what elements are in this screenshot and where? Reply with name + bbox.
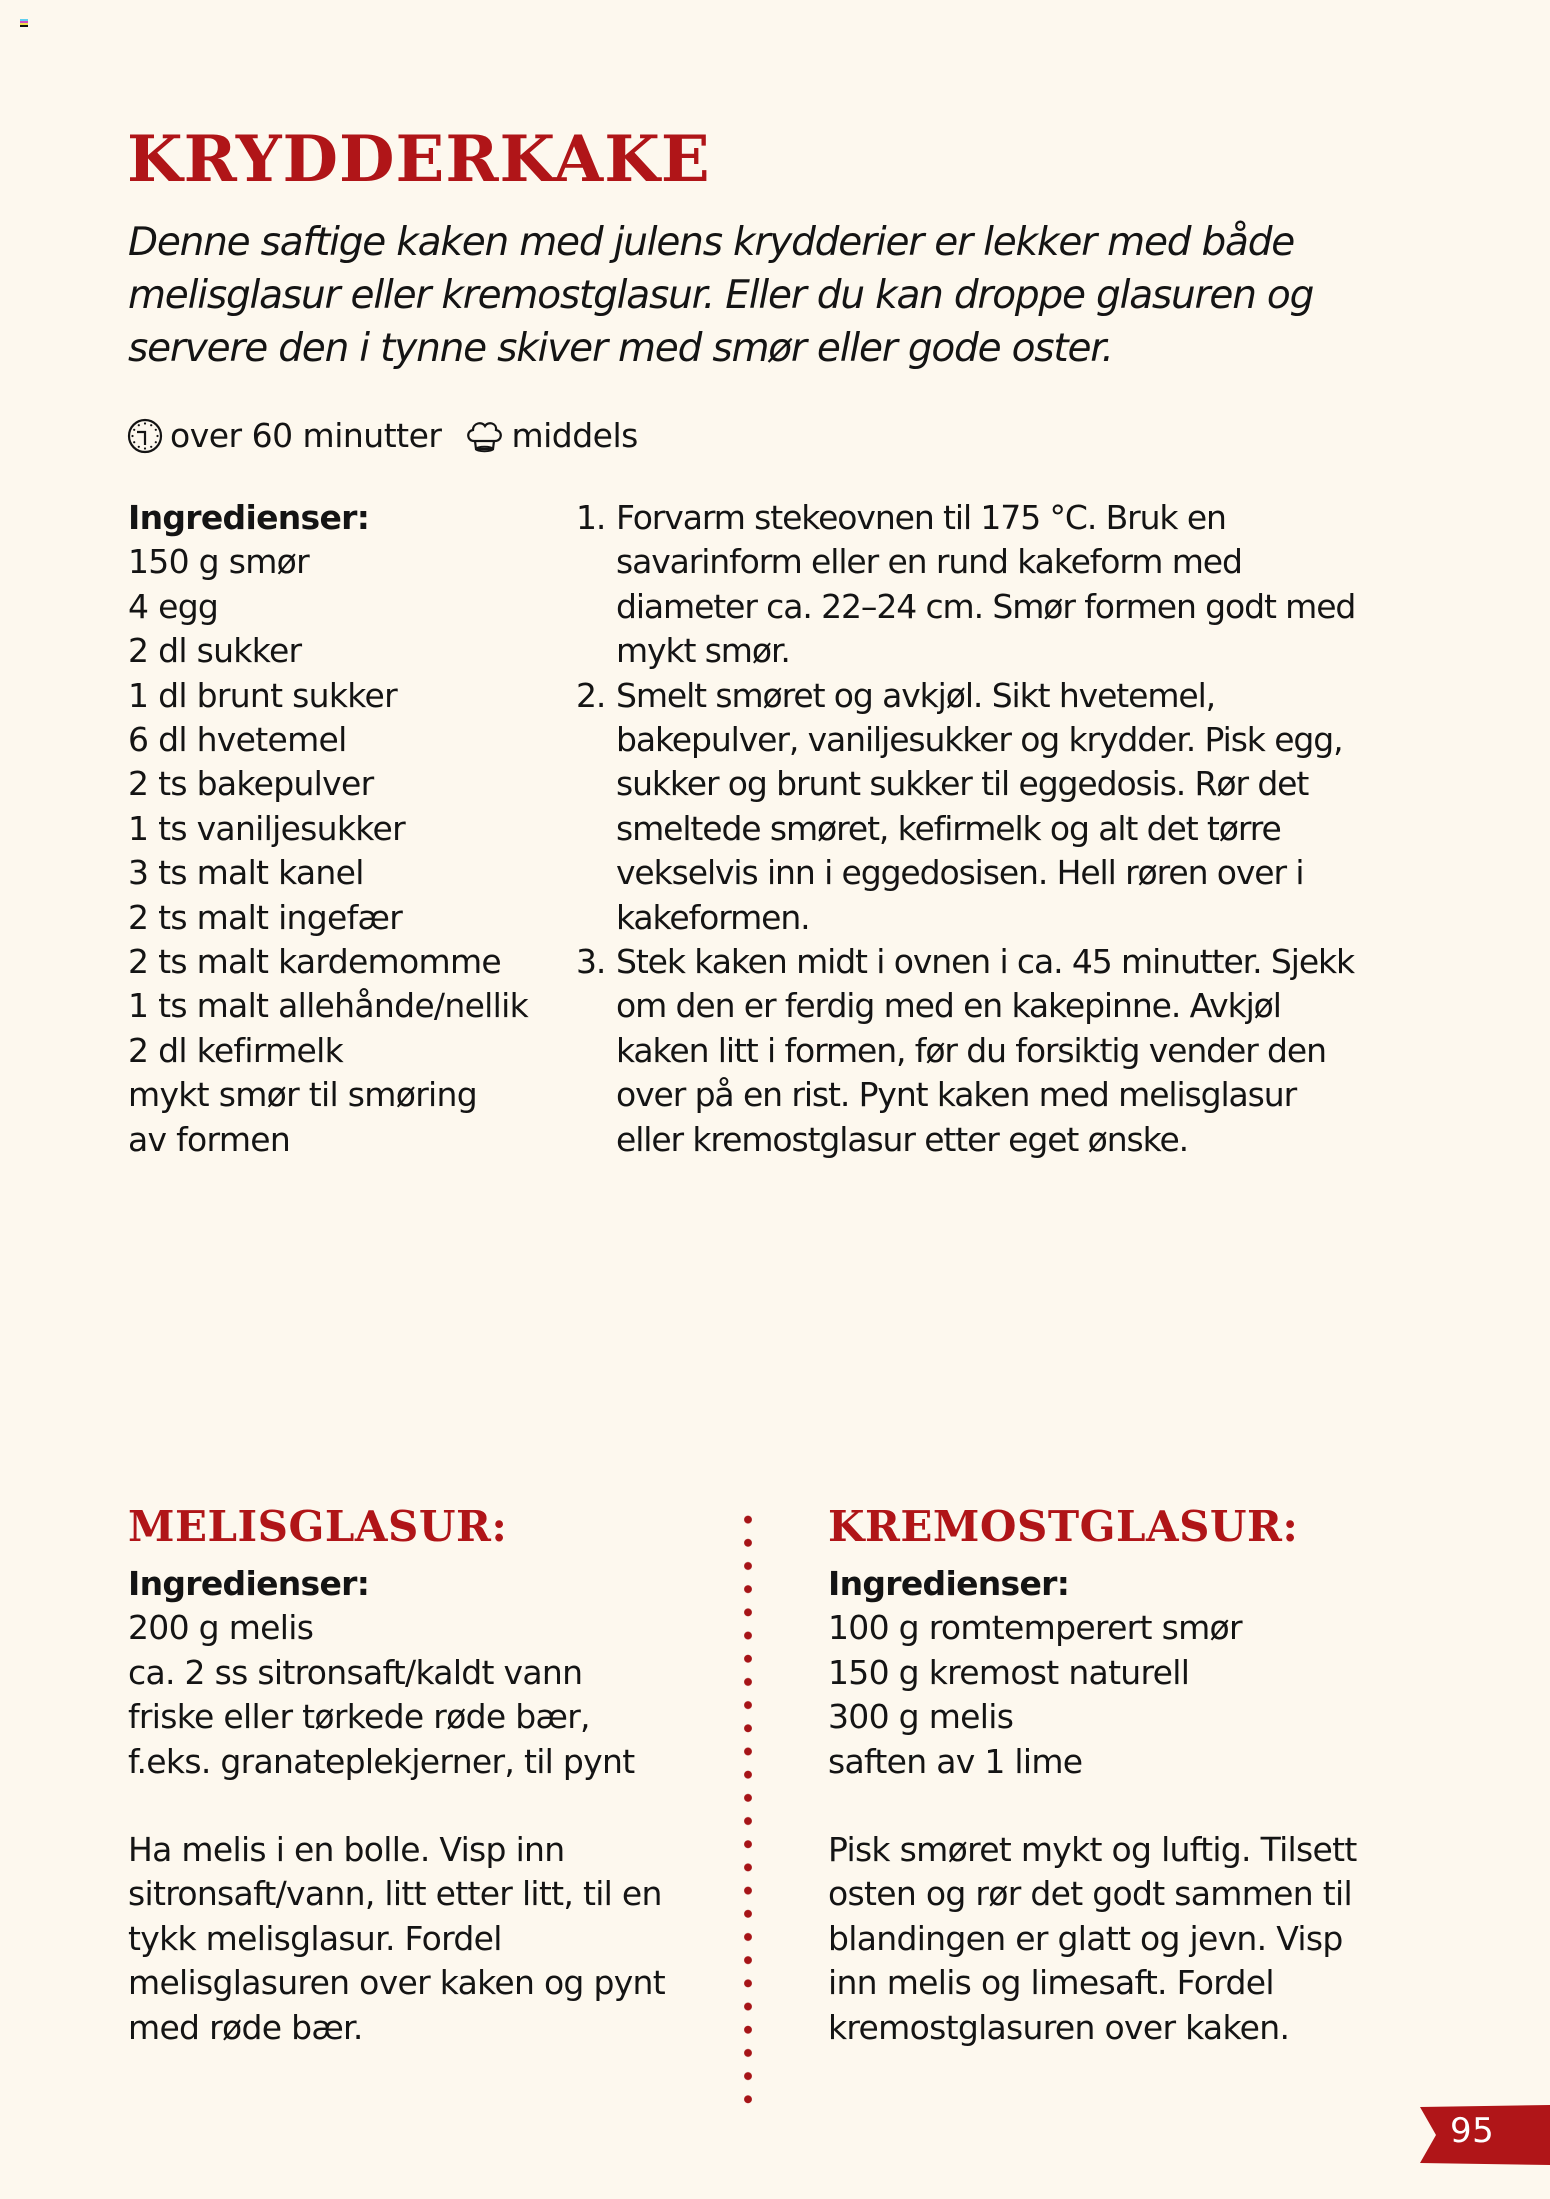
ingredient-item: av formen xyxy=(128,1119,291,1159)
page-number-tab xyxy=(1420,2105,1550,2165)
dotted-divider xyxy=(743,1508,753,2106)
kremostglasur-section xyxy=(828,1502,1388,2050)
ingredient-item: 150 g kremost naturell xyxy=(828,1652,1190,1692)
step-text: Forvarm stekeovnen til 175 °C. Bruk en savarinform eller en rund kakeform med diameter ca. 22–24 cm. Smør formen godt med mykt smør. xyxy=(616,498,1356,671)
time-label: over 60 minutter xyxy=(170,416,442,455)
recipe-meta xyxy=(126,416,638,455)
recipe-title: KRYDDERKAKE xyxy=(127,122,711,197)
ingredient-item: ca. 2 ss sitronsaft/kaldt vann xyxy=(128,1652,583,1692)
ingredient-item: f.eks. granateplekjerner, til pynt xyxy=(128,1741,635,1781)
ingredient-item: 1 ts malt allehånde/nellik xyxy=(128,986,528,1026)
ingredients-list xyxy=(128,496,528,1162)
step-number: 3. xyxy=(576,942,606,982)
clock-icon xyxy=(126,417,164,455)
ingredient-item: 300 g melis xyxy=(828,1697,1014,1737)
method-steps xyxy=(576,496,1376,1162)
ingredient-item: saften av 1 lime xyxy=(828,1741,1083,1781)
method-step xyxy=(576,940,1376,1162)
page-number: 95 xyxy=(1450,2111,1495,2151)
ingredient-item: friske eller tørkede røde bær, xyxy=(128,1697,590,1737)
ingredient-item: 100 g romtemperert smør xyxy=(828,1608,1242,1648)
method-step xyxy=(576,496,1376,674)
ingredient-item: 2 ts malt ingefær xyxy=(128,897,403,937)
melisglasur-title: MELISGLASUR: xyxy=(128,1502,508,1551)
ingredient-item: 1 dl brunt sukker xyxy=(128,675,397,715)
chef-hat-icon xyxy=(463,417,505,455)
ingredient-item: mykt smør til smøring xyxy=(128,1075,477,1115)
ingredient-item: 6 dl hvetemel xyxy=(128,720,347,760)
kremostglasur-title: KREMOSTGLASUR: xyxy=(828,1502,1299,1551)
step-text: Smelt smøret og avkjøl. Sikt hvetemel, bakepulver, vaniljesukker og krydder. Pisk egg, sukker og brunt sukker til eggedosis. Rør det smeltede smøret, kefirmelk og alt det tørre vekselvis inn i eggedosisen. Hell røren over i kakeformen. xyxy=(616,675,1343,937)
ingredient-item: 2 dl sukker xyxy=(128,631,302,671)
melisglasur-ingredients-heading: Ingredienser: xyxy=(128,1564,370,1603)
step-number: 1. xyxy=(576,498,606,537)
kremostglasur-method: Pisk smøret mykt og luftig. Tilsett osten og rør det godt sammen til blandingen er glatt og jevn. Visp inn melis og limesaft. Fordel kremostglasuren over kaken. xyxy=(828,1830,1357,2047)
ingredient-item: 2 ts bakepulver xyxy=(128,764,374,804)
ingredient-item: 3 ts malt kanel xyxy=(128,853,364,893)
ingredient-item: 4 egg xyxy=(128,586,219,626)
difficulty-label: middels xyxy=(511,416,638,455)
melisglasur-method: Ha melis i en bolle. Visp inn sitronsaft/vann, litt etter litt, til en tykk melisglasur. Fordel melisglasuren over kaken og pynt med røde bær. xyxy=(128,1830,666,2047)
ingredient-item: 200 g melis xyxy=(128,1608,314,1648)
melisglasur-section xyxy=(128,1502,688,2050)
method-step xyxy=(576,674,1376,940)
ingredient-item: 2 dl kefirmelk xyxy=(128,1030,344,1070)
ingredient-item: 2 ts malt kardemomme xyxy=(128,942,501,982)
step-text: Stek kaken midt i ovnen i ca. 45 minutter. Sjekk om den er ferdig med en kakepinne. Avkjøl kaken litt i formen, før du forsiktig vender den over på en rist. Pynt kaken med melisglasur eller kremostglasur etter eget ønske. xyxy=(616,942,1355,1159)
ingredients-heading: Ingredienser: xyxy=(128,498,370,537)
recipe-intro: Denne saftige kaken med julens krydderier er lekker med både melisglasur eller kremostglasur. Eller du kan droppe glasuren og servere den i tynne skiver med smør eller gode oster. xyxy=(128,220,1314,371)
ingredient-item: 1 ts vaniljesukker xyxy=(128,808,406,848)
step-number: 2. xyxy=(576,675,606,715)
print-registration-mark xyxy=(20,19,28,27)
kremostglasur-ingredients-heading: Ingredienser: xyxy=(828,1564,1070,1603)
ingredient-item: 150 g smør xyxy=(128,542,310,582)
